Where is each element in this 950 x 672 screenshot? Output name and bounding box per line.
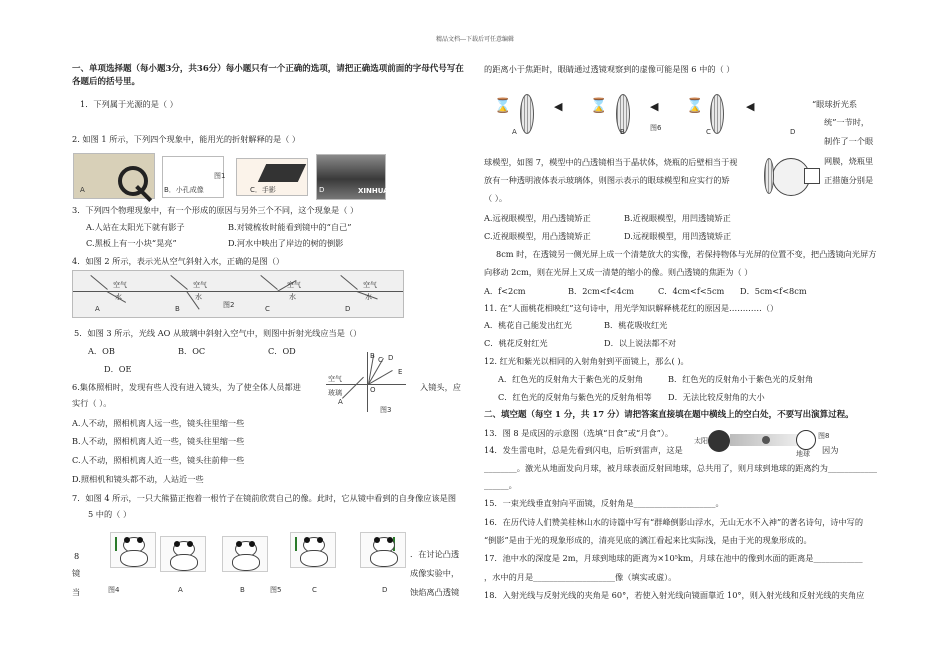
fig5-label: 图5 [270, 586, 282, 594]
question-7-cont: 5 中的（ ） [88, 509, 132, 519]
fig3-letter-a: A [338, 398, 343, 406]
shadow-shape [258, 164, 306, 182]
q10-option-a: A．f<2cm [484, 286, 526, 296]
q9-option-a: A.远视眼模型，用凸透镜矫正 [484, 213, 591, 223]
q11-option-c: C．桃花反射红光 [484, 338, 548, 348]
fig2-opt-b: B [175, 305, 180, 313]
fig1-label: 图1 [214, 172, 226, 180]
fig3-letter-o: O [370, 386, 376, 394]
fig5-opt-d: D [382, 586, 388, 594]
fig5-opt-c: C [312, 586, 317, 594]
q8-right-1: ．在讨论凸透 [410, 549, 460, 559]
fig3-letter-e: E [398, 368, 403, 376]
fig2-air-b: 空气 [193, 281, 207, 289]
fig2-opt-a: A [95, 305, 100, 313]
fig4-label: 图4 [108, 586, 120, 594]
q9-side-2: 统”一节时， [824, 117, 870, 127]
question-6-tail: 入镜头，应 [420, 382, 461, 392]
fig2-air-d: 空气 [363, 281, 377, 289]
fig2-water-d: 水 [365, 293, 372, 301]
question-14-cont: ________。激光从地面发向月球，被月球表面反射回地球，总共用了，则月球到地球的距离约为____________ [484, 463, 878, 473]
q8-right-2: 成像实验中， [410, 568, 460, 578]
eye-icon-a: ◀ [554, 100, 563, 113]
question-14: 14．发生雷电时，总是先看到闪电，后听到雷声，这是 [484, 445, 683, 455]
question-16-cont: “倒影”是由于光的现象形成的，清亮见底的漓江看起来比实际浅，是由于光的现象形成的。 [484, 535, 812, 545]
fig2-air-a: 空气 [113, 281, 127, 289]
q11-option-d: D．以上说法都不对 [604, 338, 677, 348]
fig5-opt-a: A [178, 586, 183, 594]
fig2-opt-d: D [345, 305, 351, 313]
q6-option-b: B.人不动，照相机离人近一些，镜头往里缩一些 [72, 436, 245, 446]
q9-option-d: D.远视眼模型，用凹透镜矫正 [624, 231, 732, 241]
q9-side-5: 正措施分别是 [824, 175, 874, 185]
fig3-letter-b: B [370, 352, 375, 360]
q10-option-d: D．5cm<f<8cm [740, 286, 807, 296]
candle-icon-c: ⌛ [686, 98, 704, 114]
q5-option-b: B．OC [178, 346, 206, 356]
q9-main-1: 球模型，如图 7，模型中的凸透镜相当于晶状体，烧瓶的后壁相当于视 [484, 157, 738, 167]
fig2-air-c: 空气 [287, 281, 301, 289]
candle-icon-b: ⌛ [590, 98, 608, 114]
q8-char-2: 镜 [72, 568, 81, 578]
q12-option-a: A．红色光的反射角大于紫色光的反射角 [498, 374, 644, 384]
q9-option-b: B.近视眼模型，用凹透镜矫正 [624, 213, 731, 223]
q9-option-c: C.近视眼模型，用凸透镜矫正 [484, 231, 591, 241]
q6-option-a: A.人不动，照相机离人远一些，镜头往里缩一些 [72, 418, 245, 428]
fig6-opt-c: C [706, 128, 711, 136]
panda-a [160, 536, 206, 572]
fig6-opt-d: D [790, 128, 796, 136]
q12-option-b: B．红色光的反射角小于紫色光的反射角 [668, 374, 814, 384]
q5-option-d: D．OE [104, 364, 132, 374]
fig2-water-a: 水 [115, 293, 122, 301]
fig3-glass: 玻璃 [328, 389, 342, 397]
fig3-letter-c: C [378, 356, 383, 364]
fig1-opt-d: D [319, 186, 325, 194]
fig1-opt-c: C．手影 [250, 186, 276, 194]
question-13: 13．图 8 是成因的示意图（选填“日食”或“月食”）。 [484, 428, 674, 438]
question-16: 16．在历代诗人们赞美桂林山水的诗篇中写有“群峰倒影山浮水，无山无水不入神”的著名诗句，诗中写的 [484, 517, 864, 527]
q9-main-2: 放有一种透明液体表示玻璃体，则图示表示的眼球模型和应实行的矫 [484, 175, 730, 185]
question-17: 17．池中水的深度是 2m，月球到地球的距离为×10⁵km，月球在池中的像到水面的距离是____________ [484, 553, 863, 563]
q8-char-3: 当 [72, 587, 81, 597]
panda-c [290, 532, 336, 568]
fig6-opt-b: B [620, 128, 625, 136]
question-11: 11. 在“人面桃花相映红”这句诗中，用光学知识解释桃花红的原因是…………（） [484, 303, 779, 313]
q5-option-c: C．OD [268, 346, 296, 356]
fig1-opt-a: A [80, 186, 85, 194]
q11-option-a: A．桃花自己能发出红光 [484, 320, 572, 330]
panda-fig4 [110, 532, 156, 568]
fig6-label: 图6 [650, 124, 662, 132]
section1-title: 一、单项选择题（每小题3分，共36分）每小题只有一个正确的选项，请把正确选项前面的字母代号写在 [72, 64, 464, 74]
sun-icon [708, 430, 730, 452]
section2-title: 二、填空题（每空 1 分，共 17 分）请把答案直接填在题中横线上的空白处，不要写出演算过程。 [484, 410, 854, 420]
panda-b [222, 536, 268, 572]
question-4: 4．如图 2 所示，表示光从空气斜射入水，正确的是图（） [72, 256, 285, 266]
fig3-air: 空气 [328, 375, 342, 383]
q9-side-4: 网膜，烧瓶里 [824, 156, 874, 166]
moon-icon [762, 436, 770, 444]
question-14-end: ______。 [484, 480, 517, 490]
eye-icon-b: ◀ [650, 100, 659, 113]
q9-main-3: （ ）。 [484, 193, 508, 203]
q9-side-1: “眼球折光系 [812, 99, 858, 109]
question-17-cont: ，水中的月是____________________像（填实或虚）。 [484, 572, 677, 582]
q5-option-a: A．OB [88, 346, 115, 356]
q12-option-c: C．红色光的反射角与紫色光的反射角相等 [498, 392, 652, 402]
candle-icon-a: ⌛ [494, 98, 512, 114]
question-6: 6.集体照相时，发现有些人没有进入镜头，为了使全体人员都进 [72, 382, 301, 392]
question-6-cont: 实行（ ）。 [72, 398, 112, 408]
fig2-opt-c: C [265, 305, 270, 313]
question-1: 1．下列属于光源的是（ ） [80, 99, 178, 109]
fig3-letter-d: D [388, 354, 394, 362]
section1-title-cont: 各题后的括号里。 [72, 77, 141, 87]
question-18: 18．入射光线与反射光线的夹角是 60°，若使入射光线向镜面靠近 10°，则入射光线和反射光线的夹角应 [484, 590, 865, 600]
fig3-label: 图3 [380, 406, 392, 414]
earth-icon [796, 430, 816, 450]
q9-side-3: 制作了一个眼 [824, 136, 874, 146]
question-10: 8cm 时，在透镜另一侧光屏上成一个清楚放大的实像，若保持物体与光屏的位置不变，把凸透镜向光屏方 [496, 249, 877, 259]
fig8-earth: 地球 [796, 450, 810, 458]
fig2-label: 图2 [223, 301, 235, 309]
question-10-cont: 向移动 2cm，则在光屏上又成一清楚的缩小的像。则凸透镜的焦距为（ ） [484, 267, 753, 277]
question-15: 15．一束光线垂直射向平面镜，反射角是____________________。 [484, 498, 724, 508]
fig5-opt-b: B [240, 586, 245, 594]
question-2: 2. 如图 1 所示，下列四个现象中，能用光的折射解释的是（ ） [72, 134, 301, 144]
q3-option-d: D.河水中映出了岸边的树的倒影 [228, 238, 344, 248]
q8-right-3: 蚀焰离凸透镜 [410, 587, 460, 597]
fig1-opt-b: B．小孔成像 [164, 186, 204, 194]
fig2-water-c: 水 [289, 293, 296, 301]
q3-option-b: B.对镜梳妆时能看到镜中的“自己” [228, 222, 352, 232]
figure-2 [72, 270, 404, 318]
q6-option-c: C.人不动，照相机离人近一些，镜头往前伸一些 [72, 455, 245, 465]
fig2-water-b: 水 [195, 293, 202, 301]
question-8-cont: 的距离小于焦距时，眼睛通过透镜观察到的虚像可能是图 6 中的（ ） [484, 64, 735, 74]
question-5: 5．如图 3 所示，光线 AO 从玻璃中斜射入空气中，则图中折射光线应当是（） [74, 328, 362, 338]
eye-icon-c: ◀ [746, 100, 755, 113]
question-12: 12. 红光和紫光以相同的入射角射到平面镜上，那么( )。 [484, 356, 689, 366]
question-7: 7．如图 4 所示，一只大熊猫正抱着一根竹子在镜前欣赏自己的像。此时，它从镜中看到的自身像应该是图 [72, 493, 457, 503]
fig8-label: 图8 [818, 432, 830, 440]
q3-option-a: A.人站在太阳光下就有影子 [86, 222, 185, 232]
q10-option-c: C．4cm<f<5cm [658, 286, 725, 296]
q6-option-d: D.照相机和镜头都不动，人站近一些 [72, 474, 204, 484]
fig8-sun: 太阳 [694, 437, 708, 445]
panda-d [360, 532, 406, 568]
fig6-opt-a: A [512, 128, 517, 136]
q3-option-c: C.黑板上有一小块“晃亮” [86, 238, 177, 248]
q8-char-1: 8 [74, 551, 80, 561]
page-header: 精品文档---下载后可任意编辑 [435, 36, 515, 43]
q10-option-b: B．2cm<f<4cm [568, 286, 635, 296]
q11-option-b: B．桃花吸收红光 [604, 320, 668, 330]
question-14-tail: 因为 [822, 445, 839, 455]
q12-option-d: D．无法比较反射角的大小 [668, 392, 765, 402]
question-3: 3．下列四个物理现象中，有一个形成的原因与另外三个不同，这个现象是（ ） [72, 205, 359, 215]
